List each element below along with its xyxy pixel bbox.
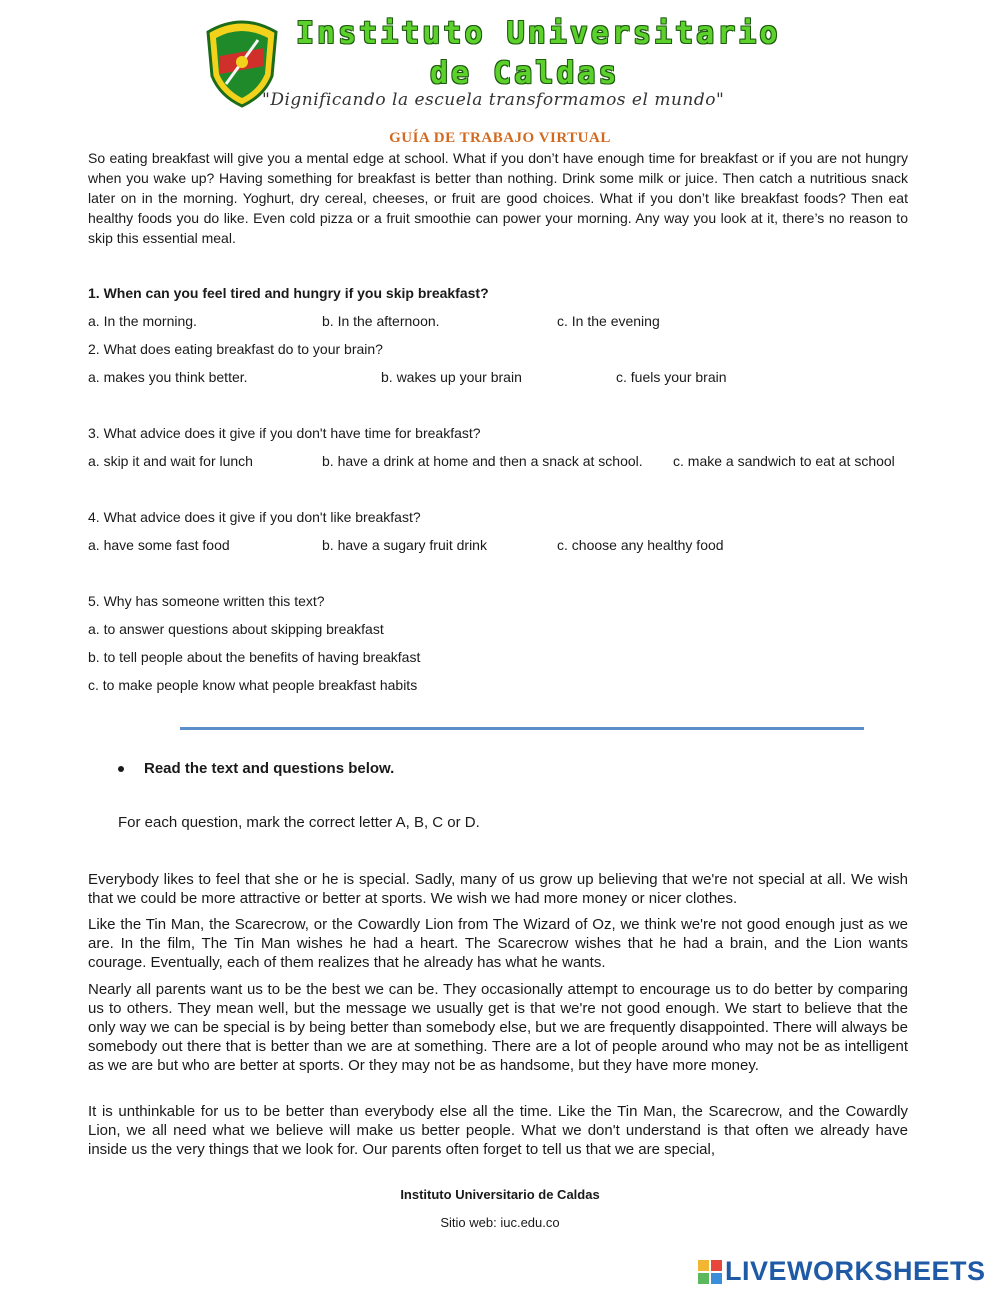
bullet-icon bbox=[118, 766, 124, 772]
option-3b[interactable]: b. have a drink at home and then a snack at school. bbox=[322, 453, 643, 469]
question-4: 4. What advice does it give if you don't like breakfast? bbox=[88, 509, 421, 525]
option-2c[interactable]: c. fuels your brain bbox=[616, 369, 727, 385]
reading-paragraph-1: Everybody likes to feel that she or he is special. Sadly, many of us grow up believing that we're not special at all. We wish that we could be more attractive or better at sports. We wish we had more money or nicer clothes. bbox=[88, 871, 908, 907]
institution-title-line1: Instituto Universitario bbox=[296, 16, 781, 51]
liveworksheets-text: LIVEWORKSHEETS bbox=[725, 1256, 986, 1286]
reading-paragraph-3: Nearly all parents want us to be the best we can be. They occasionally attempt to encourage us to do better by comparing us to others. They mean well, but the message we usually get is that we're not good enough. We start to believe that the only way we can be special is by being better than somebody else, but we are frequently disappointed. There will always be somebody out there that is better than we are at something. There are a lot of people around who may not be as intelligent as we are but who are better at sports. Or they may not be as handsome, but they have more money. bbox=[88, 981, 908, 1074]
guide-title: GUÍA DE TRABAJO VIRTUAL bbox=[389, 130, 611, 146]
option-3a[interactable]: a. skip it and wait for lunch bbox=[88, 453, 253, 469]
section-divider bbox=[180, 727, 864, 730]
option-4b[interactable]: b. have a sugary fruit drink bbox=[322, 537, 487, 553]
reading-paragraph-2: Like the Tin Man, the Scarecrow, or the Cowardly Lion from The Wizard of Oz, we think we're not good enough just as we are. In the film, The Tin Man wishes he had a heart. The Scarecrow wishes that he had a brain, and the Lion wants courage. Eventually, each of them realizes that he already has what he wants. bbox=[88, 916, 908, 971]
motto: "Dignificando la escuela transformamos el mundo" bbox=[262, 90, 725, 110]
footer-website: Sitio web: iuc.edu.co bbox=[440, 1215, 560, 1230]
option-2a[interactable]: a. makes you think better. bbox=[88, 369, 248, 385]
option-4a[interactable]: a. have some fast food bbox=[88, 537, 230, 553]
liveworksheets-watermark bbox=[698, 1256, 986, 1284]
option-4c[interactable]: c. choose any healthy food bbox=[557, 537, 724, 553]
question-5: 5. Why has someone written this text? bbox=[88, 593, 325, 609]
instruction-text: For each question, mark the correct letter A, B, C or D. bbox=[118, 814, 480, 831]
option-5c[interactable]: c. to make people know what people breakfast habits bbox=[88, 677, 418, 693]
option-5a[interactable]: a. to answer questions about skipping breakfast bbox=[88, 621, 384, 637]
option-2b[interactable]: b. wakes up your brain bbox=[381, 369, 522, 385]
bullet-instruction bbox=[118, 760, 394, 777]
option-3c[interactable]: c. make a sandwich to eat at school bbox=[673, 453, 895, 469]
option-1b[interactable]: b. In the afternoon. bbox=[322, 313, 440, 329]
intro-paragraph: So eating breakfast will give you a mental edge at school. What if you don’t have enough time for breakfast or if you are not hungry when you wake up? Having something for breakfast is better than nothing. Drink some milk or juice. Then catch a nutritious snack later on in the morning. Yoghurt, dry cereal, cheeses, or fruit are good choices. What if you don’t like breakfast foods? Then eat healthy foods you do like. Even cold pizza or a fruit smoothie can power your morning. Any way you look at it, there’s no reason to skip this essential meal. bbox=[88, 150, 908, 246]
option-1c[interactable]: c. In the evening bbox=[557, 313, 660, 329]
option-5b[interactable]: b. to tell people about the benefits of having breakfast bbox=[88, 649, 421, 665]
liveworksheets-badge-icon bbox=[698, 1260, 722, 1284]
reading-paragraph-4: It is unthinkable for us to be better than everybody else all the time. Like the Tin Man, the Scarecrow, and the Cowardly Lion, we all need what we believe will make us better people. What we don't understand is that often we already have inside us the very things that we look for. Our parents often forget to tell us that we are special, bbox=[88, 1103, 908, 1158]
question-1: 1. When can you feel tired and hungry if you skip breakfast? bbox=[88, 285, 489, 301]
institution-title-line2: de Caldas bbox=[430, 56, 620, 91]
bullet-text: Read the text and questions below. bbox=[144, 760, 395, 777]
question-3: 3. What advice does it give if you don't have time for breakfast? bbox=[88, 425, 481, 441]
question-2: 2. What does eating breakfast do to your brain? bbox=[88, 341, 383, 357]
footer-institution: Instituto Universitario de Caldas bbox=[400, 1187, 600, 1202]
option-1a[interactable]: a. In the morning. bbox=[88, 313, 197, 329]
